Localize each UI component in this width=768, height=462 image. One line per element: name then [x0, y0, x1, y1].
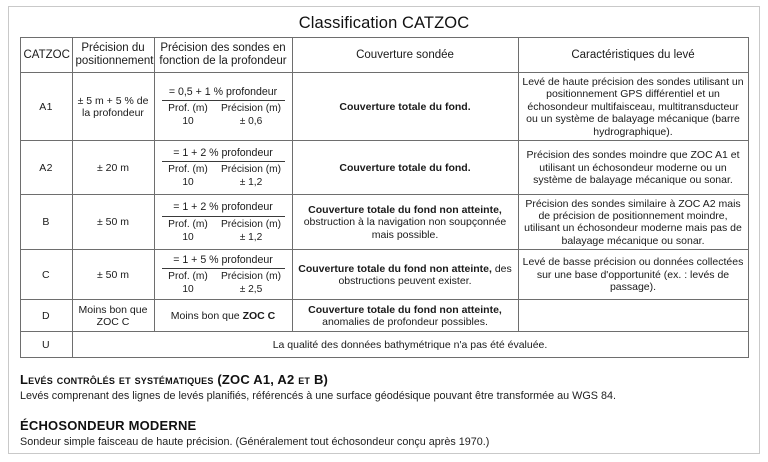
row-coverage	[292, 300, 518, 332]
section-heading: Levés contrôlés et systématiques (ZOC A1, A2 et B)	[20, 372, 329, 388]
row-positioning-accuracy: ± 50 m	[72, 195, 154, 250]
catzoc-classification-table	[20, 37, 749, 358]
notes-sections	[20, 372, 748, 449]
row-coverage	[292, 141, 518, 195]
row-positioning-accuracy: ± 5 m + 5 % de la profondeur	[72, 73, 154, 141]
sounding-mini-table	[158, 146, 289, 190]
table-header-row	[20, 38, 748, 73]
coverage-lead: Couverture totale du fond.	[339, 161, 471, 174]
row-sounding-accuracy	[154, 300, 292, 332]
mini-header-accuracy: Précision (m)	[220, 218, 281, 230]
mini-header-accuracy: Précision (m)	[220, 164, 281, 176]
table-row	[20, 250, 748, 300]
coverage-rest: anomalies de profondeur possibles.	[322, 315, 488, 328]
sounding-formula: = 1 + 5 % profondeur	[162, 253, 285, 270]
section-spacer	[20, 403, 748, 418]
mini-header-depth: Prof. (m)	[168, 271, 208, 283]
sounding-formula: = 1 + 2 % profondeur	[162, 146, 285, 163]
section-controlled-surveys	[20, 372, 748, 403]
mini-value-accuracy: ± 1,2	[239, 231, 263, 243]
table-row	[20, 195, 748, 250]
row-code: A1	[20, 73, 72, 141]
mini-value-depth: 10	[182, 116, 194, 128]
mini-header-depth: Prof. (m)	[168, 103, 208, 115]
row-coverage	[292, 250, 518, 300]
coverage-lead: Couverture totale du fond non atteinte,	[308, 303, 502, 316]
section-body: Sondeur simple faisceau de haute précision. (Généralement tout échosondeur conçu après 1970.)	[20, 436, 490, 449]
row-characteristics: Précision des sondes moindre que ZOC A1 et utilisant un échosondeur moderne ou un système de balayage mécanique ou sonar.	[518, 141, 748, 195]
row-characteristics: Levé de haute précision des sondes utilisant un positionnement GPS différentiel et un échosondeur multifaisceau, multitransducteur ou un système de balayage mécanique (barre hydrographique).	[518, 73, 748, 141]
table-row	[20, 300, 748, 332]
section-modern-echosounder	[20, 418, 748, 449]
row-characteristics	[518, 300, 748, 332]
sounding-mini-table	[158, 85, 289, 129]
column-header-positioning-accuracy: Précision du positionnement	[72, 38, 154, 73]
table-row	[20, 141, 748, 195]
row-characteristics: Levé de basse précision ou données collectées sur une base d'opportunité (ex. : levés de passage).	[518, 250, 748, 300]
row-code: U	[20, 332, 72, 358]
column-header-coverage: Couverture sondée	[292, 38, 518, 73]
page-title: Classification CATZOC	[298, 14, 470, 32]
section-body: Levés comprenant des lignes de levés planifiés, référencés à une surface géodésique pouvant être transformée au WGS 84.	[20, 390, 616, 403]
column-header-sounding-accuracy: Précision des sondes en fonction de la profondeur	[154, 38, 292, 73]
row-sounding-accuracy	[154, 141, 292, 195]
row-code: C	[20, 250, 72, 300]
row-code: B	[20, 195, 72, 250]
row-coverage	[292, 73, 518, 141]
row-sounding-accuracy	[154, 73, 292, 141]
row-code: A2	[20, 141, 72, 195]
row-unassessed-text: La qualité des données bathymétrique n'a pas été évaluée.	[72, 332, 748, 358]
coverage-rest: des obstructions peuvent exister.	[338, 262, 512, 287]
row-code: D	[20, 300, 72, 332]
sounding-formula: = 0,5 + 1 % profondeur	[162, 85, 285, 102]
row-sounding-accuracy	[154, 195, 292, 250]
table-row	[20, 73, 748, 141]
mini-value-accuracy: ± 0,6	[239, 116, 263, 128]
document-page	[8, 6, 760, 454]
column-header-catzoc: CATZOC	[20, 38, 72, 73]
mini-value-accuracy: ± 1,2	[239, 177, 263, 189]
column-header-survey-characteristics: Caractéristiques du levé	[518, 38, 748, 73]
sounding-formula: = 1 + 2 % profondeur	[162, 200, 285, 217]
sounding-mini-table	[158, 200, 289, 244]
mini-header-depth: Prof. (m)	[168, 164, 208, 176]
mini-value-accuracy: ± 2,5	[239, 284, 263, 296]
coverage-lead: Couverture totale du fond non atteinte,	[298, 262, 492, 275]
section-heading: ÉCHOSONDEUR MODERNE	[20, 418, 197, 434]
sounding-mini-table	[158, 253, 289, 297]
mini-value-depth: 10	[182, 284, 194, 296]
mini-header-accuracy: Précision (m)	[220, 103, 281, 115]
row-positioning-accuracy: Moins bon que ZOC C	[72, 300, 154, 332]
mini-header-depth: Prof. (m)	[168, 218, 208, 230]
sounding-bold-ref: ZOC C	[242, 309, 276, 322]
mini-value-depth: 10	[182, 231, 194, 243]
row-coverage	[292, 195, 518, 250]
row-positioning-accuracy: ± 20 m	[72, 141, 154, 195]
table-row	[20, 332, 748, 358]
row-characteristics: Précision des sondes similaire à ZOC A2 mais de précision de positionnement moindre, utilisant un échosondeur moderne mais pas de balayage mécanique ou sonar.	[518, 195, 748, 250]
sounding-prefix: Moins bon que	[170, 309, 243, 322]
coverage-rest: obstruction à la navigation non soupçonnée mais possible.	[303, 216, 507, 241]
row-positioning-accuracy: ± 50 m	[72, 250, 154, 300]
mini-header-accuracy: Précision (m)	[220, 271, 281, 283]
row-sounding-accuracy	[154, 250, 292, 300]
coverage-lead: Couverture totale du fond non atteinte,	[308, 203, 502, 216]
mini-value-depth: 10	[182, 177, 194, 189]
coverage-lead: Couverture totale du fond.	[339, 100, 471, 113]
